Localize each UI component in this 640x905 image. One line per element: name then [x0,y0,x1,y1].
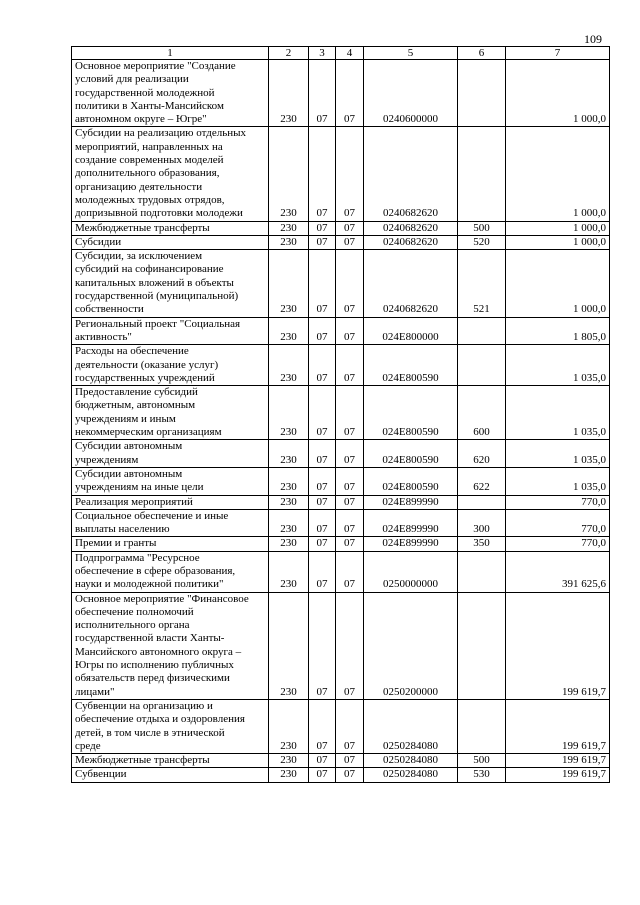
cell-target-article: 024E800590 [364,440,458,468]
cell-name: Субсидии, за исключением субсидий на софинансирование капитальных вложений в объекты государственной (муниципальной) собственности [72,250,269,317]
page-number: 109 [584,32,602,46]
cell-expense-type: 300 [458,509,506,537]
cell-target-article: 0250284080 [364,754,458,768]
table-row [72,537,610,551]
cell-target-article: 0250200000 [364,592,458,699]
cell-expense-type [458,699,506,753]
table-row [72,221,610,235]
cell-amount: 770,0 [506,509,610,537]
cell-admin-code: 230 [269,386,309,440]
cell-section: 07 [309,235,336,249]
cell-target-article: 024E800590 [364,386,458,440]
cell-target-article: 0240600000 [364,60,458,127]
table-row [72,592,610,699]
cell-amount: 1 035,0 [506,386,610,440]
cell-expense-type: 500 [458,221,506,235]
cell-subsection: 07 [336,345,364,386]
cell-expense-type: 520 [458,235,506,249]
cell-amount: 1 035,0 [506,440,610,468]
table-row [72,754,610,768]
cell-admin-code: 230 [269,537,309,551]
table-header-row [72,47,610,60]
budget-table [71,46,610,783]
cell-expense-type [458,551,506,592]
column-header: 5 [364,47,458,60]
cell-target-article: 0250284080 [364,768,458,782]
cell-name: Премии и гранты [72,537,269,551]
cell-section: 07 [309,592,336,699]
cell-target-article: 024E899990 [364,509,458,537]
table-row [72,768,610,782]
cell-admin-code: 230 [269,699,309,753]
cell-section: 07 [309,221,336,235]
cell-subsection: 07 [336,235,364,249]
cell-expense-type: 622 [458,467,506,495]
cell-admin-code: 230 [269,235,309,249]
cell-section: 07 [309,345,336,386]
cell-section: 07 [309,754,336,768]
cell-amount: 1 000,0 [506,60,610,127]
cell-amount: 199 619,7 [506,699,610,753]
cell-target-article: 0240682620 [364,235,458,249]
cell-admin-code: 230 [269,551,309,592]
cell-target-article: 024E899990 [364,537,458,551]
cell-section: 07 [309,768,336,782]
cell-admin-code: 230 [269,440,309,468]
cell-section: 07 [309,467,336,495]
cell-admin-code: 230 [269,221,309,235]
cell-subsection: 07 [336,754,364,768]
cell-name: Субсидии на реализацию отдельных мероприятий, направленных на создание современных моделей дополнительного образования, организацию деятельности молодежных трудовых отрядов, допризывной подготовки молодежи [72,127,269,221]
cell-target-article: 0240682620 [364,250,458,317]
cell-admin-code: 230 [269,345,309,386]
cell-subsection: 07 [336,221,364,235]
cell-name: Предоставление субсидий бюджетным, автономным учреждениям и иным некоммерческим организациям [72,386,269,440]
cell-admin-code: 230 [269,509,309,537]
cell-name: Реализация мероприятий [72,495,269,509]
cell-amount: 770,0 [506,537,610,551]
cell-amount: 1 035,0 [506,467,610,495]
cell-name: Межбюджетные трансферты [72,754,269,768]
cell-target-article: 024E800000 [364,317,458,345]
table-row [72,551,610,592]
cell-expense-type: 350 [458,537,506,551]
cell-expense-type: 530 [458,768,506,782]
cell-target-article: 024E800590 [364,345,458,386]
cell-subsection: 07 [336,440,364,468]
cell-subsection: 07 [336,551,364,592]
cell-expense-type [458,127,506,221]
cell-target-article: 0250284080 [364,699,458,753]
table-row [72,467,610,495]
cell-section: 07 [309,537,336,551]
cell-name: Субсидии автономным учреждениям на иные цели [72,467,269,495]
cell-admin-code: 230 [269,317,309,345]
cell-amount: 1 000,0 [506,250,610,317]
cell-target-article: 0250000000 [364,551,458,592]
column-header: 7 [506,47,610,60]
cell-admin-code: 230 [269,250,309,317]
column-header: 6 [458,47,506,60]
cell-amount: 199 619,7 [506,592,610,699]
cell-subsection: 07 [336,537,364,551]
table-row [72,495,610,509]
cell-admin-code: 230 [269,495,309,509]
cell-admin-code: 230 [269,60,309,127]
cell-section: 07 [309,699,336,753]
cell-amount: 199 619,7 [506,754,610,768]
table-row [72,386,610,440]
table-row [72,235,610,249]
cell-amount: 1 000,0 [506,127,610,221]
cell-section: 07 [309,509,336,537]
cell-name: Подпрограмма "Ресурсное обеспечение в сфере образования, науки и молодежной политики" [72,551,269,592]
cell-name: Субсидии [72,235,269,249]
table-row [72,60,610,127]
cell-name: Субсидии автономным учреждениям [72,440,269,468]
cell-admin-code: 230 [269,768,309,782]
cell-expense-type [458,495,506,509]
cell-section: 07 [309,440,336,468]
cell-expense-type: 500 [458,754,506,768]
cell-section: 07 [309,495,336,509]
cell-subsection: 07 [336,60,364,127]
cell-subsection: 07 [336,127,364,221]
cell-subsection: 07 [336,699,364,753]
table-row [72,699,610,753]
cell-section: 07 [309,551,336,592]
cell-target-article: 024E800590 [364,467,458,495]
cell-amount: 391 625,6 [506,551,610,592]
cell-section: 07 [309,127,336,221]
cell-name: Субвенции на организацию и обеспечение отдыха и оздоровления детей, в том числе в этнической среде [72,699,269,753]
cell-admin-code: 230 [269,127,309,221]
table-row [72,250,610,317]
cell-name: Основное мероприятие "Создание условий для реализации государственной молодежной политики в Ханты-Мансийском автономном округе – Югре" [72,60,269,127]
column-header: 4 [336,47,364,60]
cell-admin-code: 230 [269,592,309,699]
table-row [72,317,610,345]
cell-amount: 1 805,0 [506,317,610,345]
column-header: 3 [309,47,336,60]
column-header: 2 [269,47,309,60]
cell-amount: 199 619,7 [506,768,610,782]
cell-admin-code: 230 [269,467,309,495]
cell-amount: 1 035,0 [506,345,610,386]
cell-subsection: 07 [336,495,364,509]
cell-subsection: 07 [336,768,364,782]
cell-subsection: 07 [336,509,364,537]
cell-section: 07 [309,386,336,440]
cell-subsection: 07 [336,317,364,345]
cell-section: 07 [309,317,336,345]
table-row [72,345,610,386]
table-body [72,60,610,783]
cell-expense-type: 521 [458,250,506,317]
table-row [72,509,610,537]
cell-expense-type: 600 [458,386,506,440]
cell-name: Субвенции [72,768,269,782]
cell-target-article: 024E899990 [364,495,458,509]
cell-expense-type [458,345,506,386]
cell-amount: 1 000,0 [506,235,610,249]
cell-amount: 770,0 [506,495,610,509]
cell-admin-code: 230 [269,754,309,768]
table-row [72,440,610,468]
cell-expense-type [458,60,506,127]
cell-target-article: 0240682620 [364,221,458,235]
cell-subsection: 07 [336,386,364,440]
cell-amount: 1 000,0 [506,221,610,235]
cell-expense-type [458,592,506,699]
cell-subsection: 07 [336,592,364,699]
cell-subsection: 07 [336,467,364,495]
cell-name: Основное мероприятие "Финансовое обеспечение полномочий исполнительного органа государственной власти Ханты- Мансийского автономного округа – Югры по исполнению публичных обязательств перед физическими лицами" [72,592,269,699]
cell-target-article: 0240682620 [364,127,458,221]
cell-name: Социальное обеспечение и иные выплаты населению [72,509,269,537]
cell-section: 07 [309,60,336,127]
cell-expense-type [458,317,506,345]
cell-expense-type: 620 [458,440,506,468]
cell-name: Расходы на обеспечение деятельности (оказание услуг) государственных учреждений [72,345,269,386]
table-row [72,127,610,221]
cell-name: Межбюджетные трансферты [72,221,269,235]
column-header: 1 [72,47,269,60]
cell-section: 07 [309,250,336,317]
cell-name: Региональный проект "Социальная активность" [72,317,269,345]
cell-subsection: 07 [336,250,364,317]
